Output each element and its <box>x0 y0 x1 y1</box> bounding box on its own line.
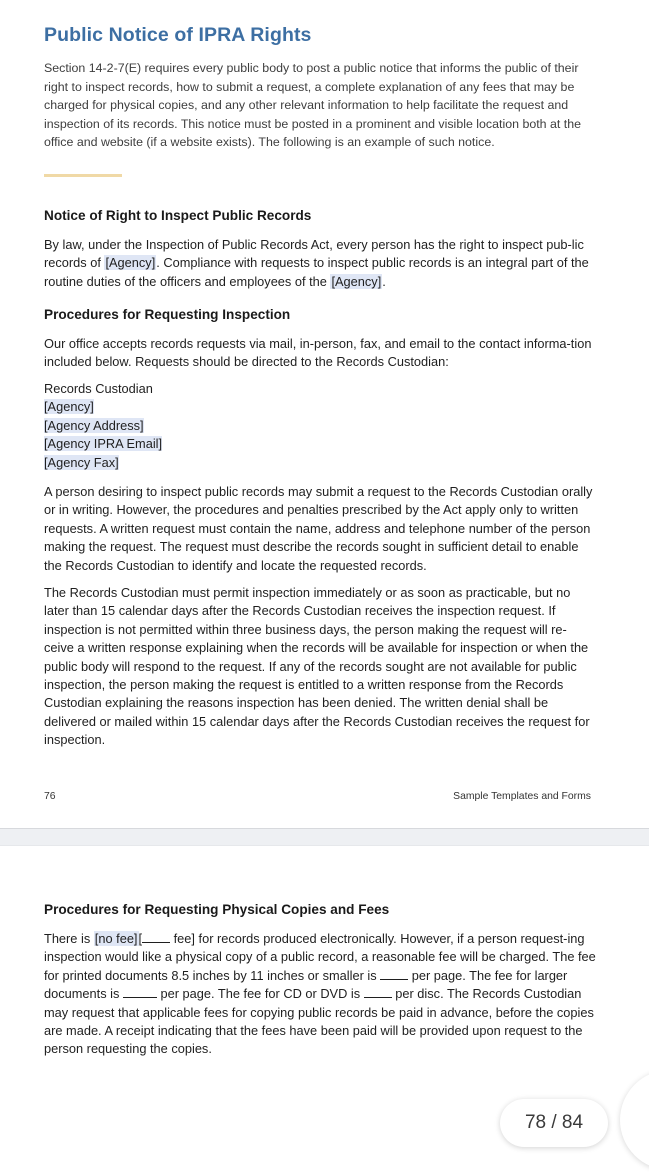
fees-text: per page. The fee for larger documents is <box>44 967 568 1002</box>
section-heading-copies-fees: Procedures for Requesting Physical Copies and Fees <box>44 902 390 917</box>
request-paragraph: A person desiring to inspect public records may submit a request to the Records Custodian orally or in writing. However, the procedures and penalties prescribed by the Act apply only to written requests. A written request must contain the name, address and telephone number of the person making the request. The request must describe the records sought in sufficient detail to enable the Records Custodian to identify and locate the requested records. <box>44 484 593 573</box>
page-title: Public Notice of IPRA Rights <box>44 24 312 46</box>
notice-text-1: By law, under the Inspection of Public Records Act, every person has the right to inspect pub-lic records of <box>44 237 584 271</box>
notice-text-3: . <box>382 273 386 289</box>
notice-paragraph <box>44 236 596 291</box>
section-heading-notice: Notice of Right to Inspect Public Records <box>44 208 312 223</box>
contact-agency: [Agency] <box>44 399 94 415</box>
decorative-divider <box>44 174 122 177</box>
no-fee-placeholder: [no fee] <box>94 931 138 946</box>
fee-blank <box>142 931 170 943</box>
intro-paragraph: Section 14-2-7(E) requires every public body to post a public notice that informs the public of their right to inspect records, how to submit a request, a complete explanation of any fees that may be charged for physical copies, and any other relevant information to help facilitate the request and inspection of its records. This notice must be posted in a prominent and visible location both at the office and website (if a website exists). The following is an example of such notice. <box>44 61 582 150</box>
page-separator <box>0 828 649 846</box>
disc-fee-blank <box>364 986 392 998</box>
fees-bracket: [ <box>138 931 143 946</box>
agency-placeholder: [Agency] <box>105 255 156 271</box>
fees-text: per page. The fee for CD or DVD is <box>156 986 364 1002</box>
contact-title: Records Custodian <box>44 381 153 396</box>
fees-text: for records produced electronically. However, if a person request-ing inspection would like a physical copy of a public record, a reasonable fee will be charged. The fee for printed documents 8.5 inches by 11 inches or smaller is <box>44 931 596 983</box>
section-heading-inspection: Procedures for Requesting Inspection <box>44 307 291 322</box>
inspection-timing-paragraph: The Records Custodian must permit inspection immediately or as soon as practicable, but no later than 15 calendar days after the Records Custodian receives the inspection request. If inspection is not permitted within three business days, the person making the request will re-ceive a written response explaining when the records will be available for inspection or when the public body will respond to the request. If any of the records sought are not available for public inspection, the person making the request is entitled to a written response from the Records Custodian explaining the reasons inspection has been denied. The written denial shall be delivered or mailed within 15 calendar days after the Records Custodian receives the request for inspection. <box>44 585 590 748</box>
fees-paragraph <box>44 930 596 1059</box>
page-indicator[interactable]: 78 / 84 <box>500 1099 608 1147</box>
large-doc-fee-blank <box>123 986 157 998</box>
fees-text: fee] <box>170 931 195 946</box>
page-number: 76 <box>44 791 56 802</box>
fees-text: There is <box>44 931 94 946</box>
contact-email: [Agency IPRA Email] <box>44 436 163 452</box>
fees-text: per disc. The Records Custodian may request that applicable fees for copying public records be paid in advance, before the copies are made. A receipt indicating that the fees have been paid will be provided upon request to the person requesting the copies. <box>44 986 594 1057</box>
footer-section-title: Sample Templates and Forms <box>453 791 591 802</box>
contact-block <box>44 380 162 472</box>
notice-text-2: . Compliance with requests to inspect public records is an integral part of the routine duties of the officers and employees of the <box>44 255 589 289</box>
contact-fax: [Agency Fax] <box>44 454 119 470</box>
inspection-intro-paragraph: Our office accepts records requests via mail, in-person, fax, and email to the contact informa-tion included below. Requests should be directed to the Records Custodian: <box>44 336 592 370</box>
agency-placeholder: [Agency] <box>331 273 382 289</box>
page-fee-blank <box>380 968 408 980</box>
contact-address: [Agency Address] <box>44 417 144 433</box>
